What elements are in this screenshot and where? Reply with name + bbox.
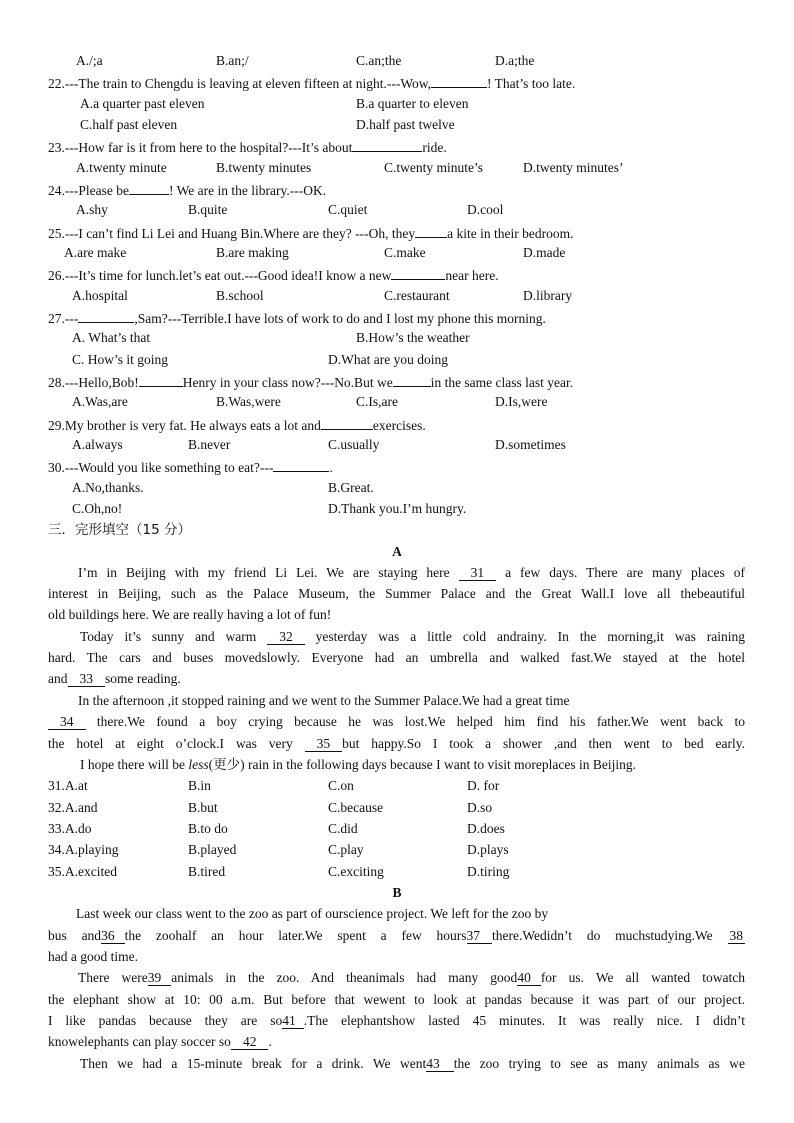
passage-b-label: B <box>392 885 402 900</box>
q28-option-d: D.Is,were <box>495 394 548 409</box>
answer-blank <box>415 223 447 238</box>
q21-option-d: D.a;the <box>495 53 535 68</box>
question-number: 31. <box>48 778 65 793</box>
option-b: B.in <box>188 778 211 793</box>
passage-a-line: In the afternoon ,it stopped raining and we went to the Summer Palace.We had a great time <box>78 693 570 708</box>
q24-option-c: C.quiet <box>328 202 368 217</box>
passage-b-line: knowelephants can play soccer so 42 . <box>48 1034 272 1049</box>
q25-option-b: B.are making <box>216 245 289 260</box>
q27-option-a: A. What’s that <box>72 330 151 345</box>
passage-b-line: Then we had a 15-minute break for a drink. We went43 the zoo trying to see as many animals as we <box>80 1056 745 1071</box>
option-a: A.excited <box>64 864 117 879</box>
q23-option-d: D.twenty minutes’ <box>523 160 624 175</box>
option-b: B.but <box>188 800 218 815</box>
q25-option-a: A.are make <box>64 245 127 260</box>
option-d: D.tiring <box>467 864 510 879</box>
passage-a-line: Today it’s sunny and warm 32 yesterday was a little cold andrainy. In the morning,it was raining <box>80 629 745 644</box>
question-number: 35. <box>48 864 65 879</box>
question-number: 33. <box>48 821 65 836</box>
blank-41: 41 <box>282 1013 304 1029</box>
q22-stem: 22.---The train to Chengdu is leaving at eleven fifteen at night.---Wow, ! That’s too late. <box>48 73 575 93</box>
passage-a-line: the hotel at eight o’clock.I was very 35 but happy.So I took a shower ,and then went to bed early. <box>48 736 745 751</box>
passage-a-line: I’m in Beijing with my friend Li Lei. We are staying here 31 a few days. There are many places of <box>78 565 746 580</box>
q26-option-c: C.restaurant <box>384 288 450 303</box>
passage-b-line: Last week our class went to the zoo as part of ourscience project. We left for the zoo by <box>76 906 549 921</box>
option-d: D.plays <box>467 842 509 857</box>
q29-option-c: C.usually <box>328 437 380 452</box>
option-c: C.play <box>328 842 364 857</box>
cloze-a-row <box>48 863 117 881</box>
option-a: A.playing <box>64 842 119 857</box>
q25-option-d: D.made <box>523 245 566 260</box>
q22-option-d: D.half past twelve <box>356 117 455 132</box>
option-c: C.did <box>328 821 358 836</box>
q29-option-b: B.never <box>188 437 231 452</box>
section-heading: 三．完形填空（15 分） <box>48 522 191 538</box>
q24-option-d: D.cool <box>467 202 504 217</box>
question-number: 32. <box>48 800 65 815</box>
q24-option-b: B.quite <box>188 202 228 217</box>
blank-31: 31 <box>459 565 497 581</box>
answer-blank <box>129 180 169 195</box>
passage-a-line: I hope there will be less(更少) rain in the following days because I want to visit moreplaces in Beijing. <box>80 757 636 772</box>
q30-option-c: C.Oh,no! <box>72 501 123 516</box>
passage-a-line: old buildings here. We are really having a lot of fun! <box>48 607 332 622</box>
q23-option-a: A.twenty minute <box>76 160 167 175</box>
q22-option-a: A.a quarter past eleven <box>80 96 205 111</box>
q29-option-d: D.sometimes <box>495 437 566 452</box>
option-d: D.does <box>467 821 505 836</box>
cloze-a-row <box>48 777 88 795</box>
q21-option-a: A./;a <box>76 53 103 68</box>
answer-blank <box>391 265 445 280</box>
cloze-a-row <box>48 799 98 817</box>
q26-stem: 26.---It’s time for lunch.let’s eat out.---Good idea!I know a new near here. <box>48 265 499 285</box>
option-a: A.and <box>64 800 98 815</box>
q25-stem: 25.---I can’t find Li Lei and Huang Bin.Where are they? ---Oh, they a kite in their bedroom. <box>48 223 573 243</box>
passage-a-line: and 33 some reading. <box>48 671 181 686</box>
cloze-a-row <box>48 820 92 838</box>
q26-option-d: D.library <box>523 288 573 303</box>
q22-option-b: B.a quarter to eleven <box>356 96 469 111</box>
option-c: C.on <box>328 778 354 793</box>
cloze-a-row <box>48 841 119 859</box>
answer-blank <box>273 457 329 472</box>
option-b: B.to do <box>188 821 228 836</box>
passage-a-label: A <box>392 544 402 559</box>
blank-38: 38 <box>729 928 743 943</box>
option-c: C.because <box>328 800 384 815</box>
q29-option-a: A.always <box>72 437 123 452</box>
q28-stem: 28.---Hello,Bob! Henry in your class now?---No.But we in the same class last year. <box>48 372 573 392</box>
q27-option-b: B.How’s the weather <box>356 330 470 345</box>
answer-blank <box>139 372 183 387</box>
blank-36: 36 <box>101 928 125 944</box>
q27-stem: 27.--- ,Sam?---Terrible.I have lots of work to do and I lost my phone this morning. <box>48 308 546 328</box>
q26-option-b: B.school <box>216 288 264 303</box>
passage-b-line: bus and36 the zoohalf an hour later.We spent a few hours37 there.Wedidn’t do muchstudying.We 38 <box>48 928 743 943</box>
q23-stem: 23.---How far is it from here to the hospital?---It’s about ride. <box>48 137 447 157</box>
q30-option-d: D.Thank you.I’m hungry. <box>328 501 467 516</box>
option-d: D. for <box>467 778 500 793</box>
q24-option-a: A.shy <box>76 202 108 217</box>
passage-a-line: interest in Beijing, such as the Palace Museum, the Summer Palace and the Great Wall.I love all thebeautiful <box>48 586 745 601</box>
answer-blank <box>352 137 422 152</box>
passage-a-line: 34 there.We found a boy crying because he was lost.We helped him find his father.We went back to <box>48 713 745 731</box>
q21-option-b: B.an;/ <box>216 53 249 68</box>
blank-39: 39 <box>148 970 172 986</box>
passage-b-line: had a good time. <box>48 949 138 964</box>
q22-option-c: C.half past eleven <box>80 117 178 132</box>
q30-option-b: B.Great. <box>328 480 374 495</box>
blank-33: 33 <box>68 671 106 687</box>
passage-b-line: There were39 animals in the zoo. And theanimals had many good40 for us. We all wanted towatch <box>78 970 745 985</box>
answer-blank <box>393 372 431 387</box>
q27-option-c: C. How’s it going <box>72 352 169 367</box>
option-d: D.so <box>467 800 493 815</box>
option-a: A.do <box>64 821 92 836</box>
passage-b-line: I like pandas because they are so41 .The elephantshow lasted 45 minutes. It was really nice. I didn’t <box>48 1013 745 1028</box>
option-b: B.played <box>188 842 237 857</box>
option-c: C.exciting <box>328 864 384 879</box>
q28-option-c: C.Is,are <box>356 394 398 409</box>
q21-option-c: C.an;the <box>356 53 402 68</box>
q30-option-a: A.No,thanks. <box>72 480 144 495</box>
q23-option-c: C.twenty minute’s <box>384 160 483 175</box>
answer-blank <box>431 73 487 88</box>
q25-option-c: C.make <box>384 245 426 260</box>
option-b: B.tired <box>188 864 226 879</box>
passage-a-line: hard. The cars and buses movedslowly. Everyone had an umbrella and walked fast.We stayed at the hotel <box>48 650 745 665</box>
blank-35: 35 <box>305 736 343 752</box>
q22-number: 22. <box>48 76 65 91</box>
answer-blank <box>78 308 134 323</box>
q29-stem: 29.My brother is very fat. He always eats a lot and exercises. <box>48 415 426 435</box>
blank-42: 42 <box>231 1034 269 1050</box>
q24-stem: 24.---Please be ! We are in the library.---OK. <box>48 180 326 200</box>
option-a: A.at <box>64 778 88 793</box>
q26-option-a: A.hospital <box>72 288 128 303</box>
blank-40: 40 <box>517 970 541 986</box>
answer-blank <box>321 415 373 430</box>
q30-stem: 30.---Would you like something to eat?--- . <box>48 457 333 477</box>
blank-34: 34 <box>48 714 86 730</box>
q28-option-b: B.Was,were <box>216 394 281 409</box>
q27-option-d: D.What are you doing <box>328 352 448 367</box>
blank-43: 43 <box>426 1056 454 1072</box>
question-number: 34. <box>48 842 65 857</box>
passage-b-line: the elephant show at 10: 00 a.m. But before that wewent to look at pandas because it was part of our project. <box>48 992 745 1007</box>
blank-32: 32 <box>267 629 305 645</box>
blank-37: 37 <box>467 928 493 944</box>
q28-option-a: A.Was,are <box>72 394 128 409</box>
q23-option-b: B.twenty minutes <box>216 160 312 175</box>
